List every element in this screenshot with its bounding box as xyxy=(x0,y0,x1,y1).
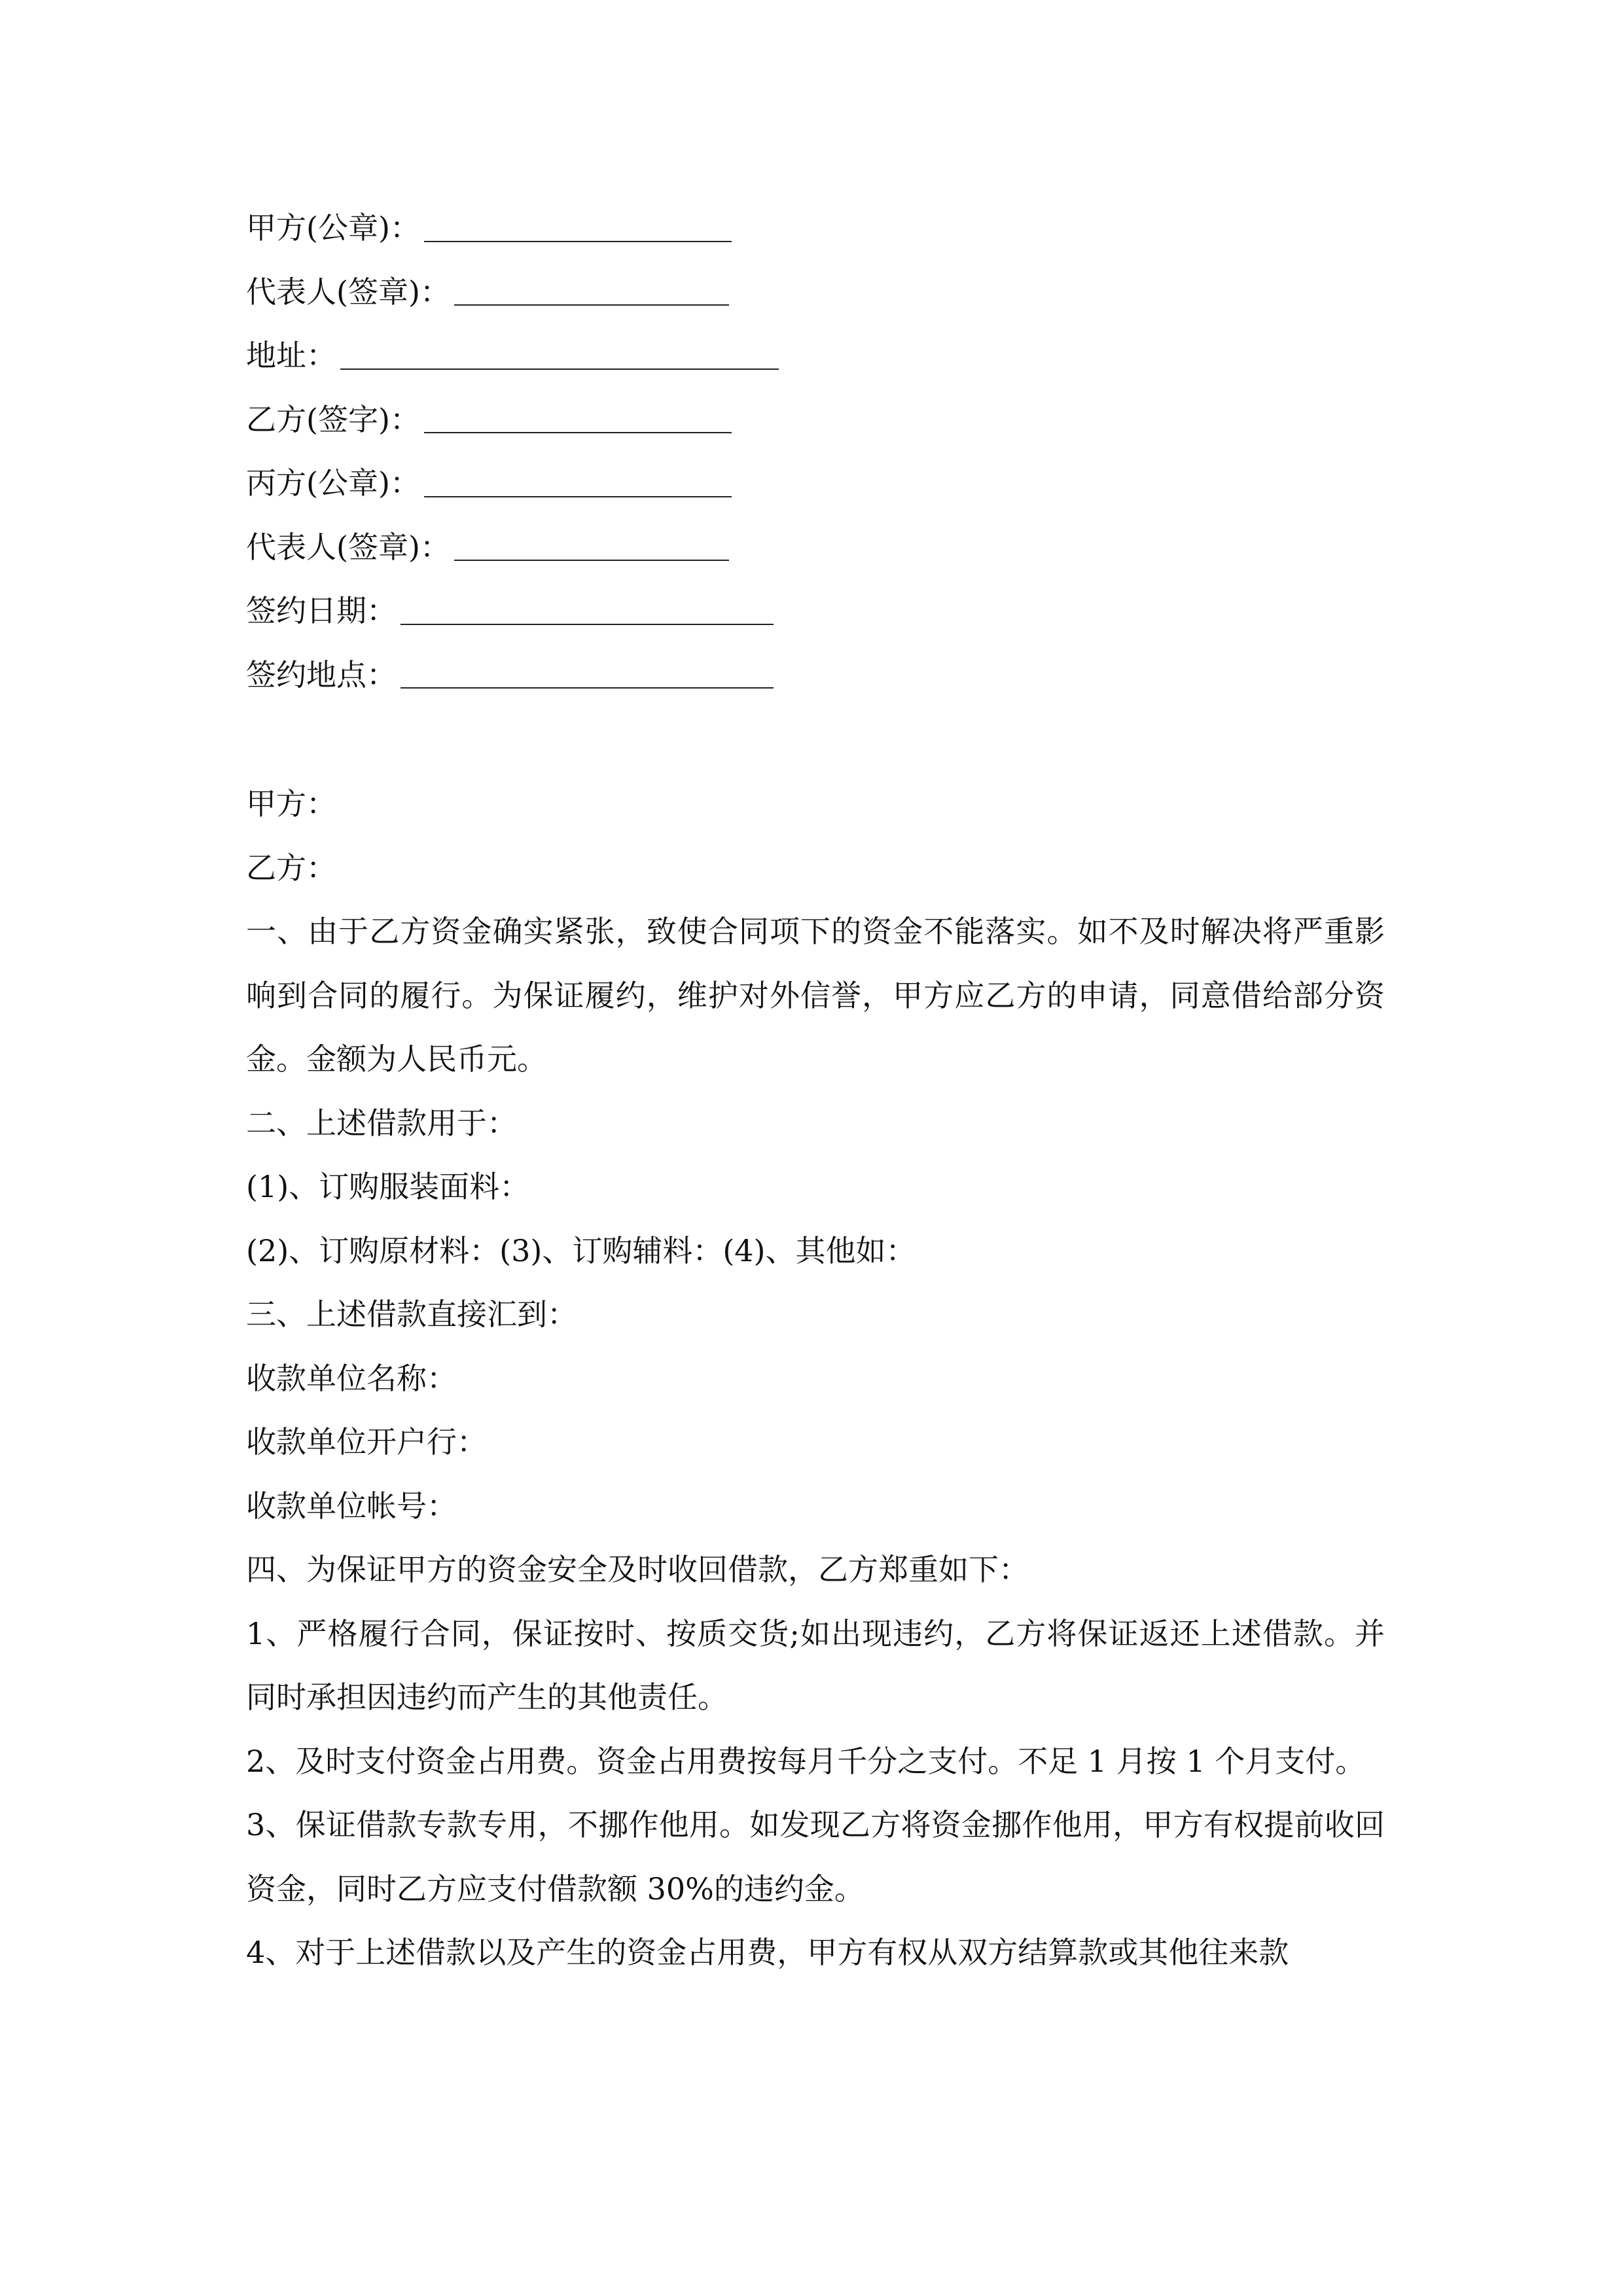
sig-line-representative-a xyxy=(246,260,1385,325)
sig-line-sign-place xyxy=(246,643,1385,708)
clause-4-item-4: 4、对于上述借款以及产生的资金占用费，甲方有权从双方结算款或其他往来款 xyxy=(246,1935,1289,1970)
clause-2-item-2: (2)、订购原材料：(3)、订购辅料：(4)、其他如： xyxy=(246,1232,916,1268)
signature-blank[interactable] xyxy=(454,520,729,561)
party-a-line: 甲方： xyxy=(246,786,336,821)
sig-label: 地址： xyxy=(246,338,336,373)
payee-bank: 收款单位开户行： xyxy=(246,1424,487,1460)
signature-blank[interactable] xyxy=(401,648,774,689)
payee-name: 收款单位名称： xyxy=(246,1360,457,1396)
signature-blank[interactable] xyxy=(424,457,732,497)
clause-2: 二、上述借款用于： xyxy=(246,1105,517,1141)
payee-account: 收款单位帐号： xyxy=(246,1488,457,1524)
clause-3: 三、上述借款直接汇到： xyxy=(246,1297,577,1332)
sig-line-party-c-seal xyxy=(246,452,1385,516)
clause-4: 四、为保证甲方的资金安全及时收回借款，乙方郑重如下： xyxy=(246,1552,1029,1587)
sig-line-party-b-sign xyxy=(246,388,1385,452)
signature-blank[interactable] xyxy=(454,265,729,306)
sig-line-address xyxy=(246,324,1385,388)
sig-label: 代表人(签章)： xyxy=(246,529,450,565)
contract-body xyxy=(246,772,1385,1985)
sig-line-party-a-seal xyxy=(246,196,1385,260)
sig-label: 丙方(公章)： xyxy=(246,465,420,501)
clause-4-item-1: 1、严格履行合同，保证按时、按质交货;如出现违约，乙方将保证返还上述借款。并同时承担因违约而产生的其他责任。 xyxy=(246,1615,1385,1715)
sig-line-sign-date xyxy=(246,579,1385,643)
party-b-line: 乙方： xyxy=(246,850,336,886)
sig-label: 乙方(签字)： xyxy=(246,401,420,437)
signature-blank[interactable] xyxy=(424,393,732,433)
signature-blank[interactable] xyxy=(401,584,774,625)
signature-blank[interactable] xyxy=(424,202,732,242)
clause-4-item-3: 3、保证借款专款专用，不挪作他用。如发现乙方将资金挪作他用，甲方有权提前收回资金，同时乙方应支付借款额 30%的违约金。 xyxy=(246,1807,1385,1907)
clause-1: 一、由于乙方资金确实紧张，致使合同项下的资金不能落实。如不及时解决将严重影响到合同的履行。为保证履约，维护对外信誉，甲方应乙方的申请，同意借给部分资金。金额为人民币元。 xyxy=(246,914,1385,1077)
sig-label: 签约日期： xyxy=(246,593,397,628)
clause-4-item-2: 2、及时支付资金占用费。资金占用费按每月千分之支付。不足 1 月按 1 个月支付。 xyxy=(246,1743,1366,1779)
signature-section xyxy=(246,196,1385,707)
sig-label: 甲方(公章)： xyxy=(246,210,420,245)
clause-2-item-1: (1)、订购服装面料： xyxy=(246,1169,530,1204)
sig-line-representative-c xyxy=(246,516,1385,580)
sig-label: 代表人(签章)： xyxy=(246,274,450,310)
signature-blank[interactable] xyxy=(340,329,779,370)
sig-label: 签约地点： xyxy=(246,656,397,692)
